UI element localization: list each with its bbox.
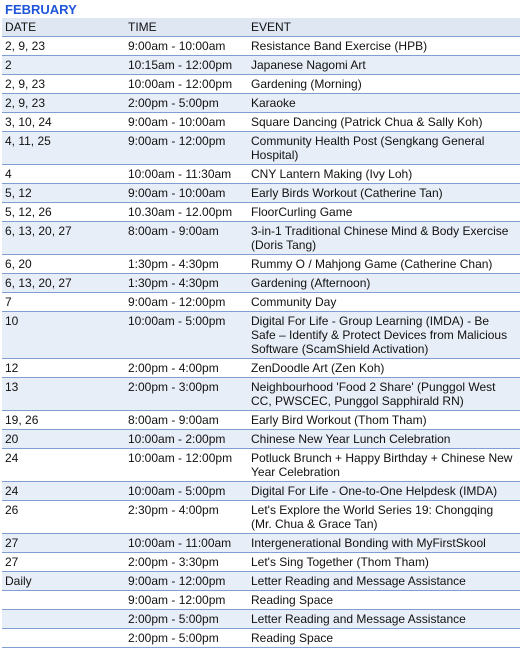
cell-event: FloorCurling Game bbox=[248, 203, 520, 222]
cell-date: 19, 26 bbox=[2, 411, 125, 430]
month-title: FEBRUARY bbox=[5, 2, 77, 17]
schedule-table bbox=[2, 18, 520, 648]
table-row bbox=[2, 482, 520, 501]
cell-event: Gardening (Morning) bbox=[248, 75, 520, 94]
cell-time: 2:00pm - 3:00pm bbox=[125, 378, 248, 411]
cell-date: 27 bbox=[2, 534, 125, 553]
cell-time: 9:00am - 10:00am bbox=[125, 37, 248, 56]
table-row bbox=[2, 411, 520, 430]
header-date: DATE bbox=[2, 18, 125, 37]
cell-time: 8:00am - 9:00am bbox=[125, 222, 248, 255]
cell-time: 2:00pm - 5:00pm bbox=[125, 610, 248, 629]
cell-event: Reading Space bbox=[248, 591, 520, 610]
cell-date: 4 bbox=[2, 165, 125, 184]
cell-event: Letter Reading and Message Assistance bbox=[248, 610, 520, 629]
table-row bbox=[2, 430, 520, 449]
cell-time: 10:00am - 12:00pm bbox=[125, 449, 248, 482]
table-row bbox=[2, 359, 520, 378]
cell-event: Japanese Nagomi Art bbox=[248, 56, 520, 75]
cell-time: 10:00am - 2:00pm bbox=[125, 430, 248, 449]
cell-event: CNY Lantern Making (Ivy Loh) bbox=[248, 165, 520, 184]
cell-event: Let's Explore the World Series 19: Chongqing (Mr. Chua & Grace Tan) bbox=[248, 501, 520, 534]
table-row bbox=[2, 501, 520, 534]
cell-event: Neighbourhood 'Food 2 Share' (Punggol West CC, PWSCEC, Punggol Sapphirald RN) bbox=[248, 378, 520, 411]
table-row bbox=[2, 75, 520, 94]
cell-date: 5, 12, 26 bbox=[2, 203, 125, 222]
cell-event: Digital For Life - One-to-One Helpdesk (IMDA) bbox=[248, 482, 520, 501]
table-row bbox=[2, 222, 520, 255]
cell-event: Chinese New Year Lunch Celebration bbox=[248, 430, 520, 449]
table-row bbox=[2, 610, 520, 629]
cell-event: Gardening (Afternoon) bbox=[248, 274, 520, 293]
cell-time: 10:00am - 5:00pm bbox=[125, 482, 248, 501]
table-body bbox=[2, 37, 520, 648]
cell-event: Early Birds Workout (Catherine Tan) bbox=[248, 184, 520, 203]
cell-date: 3, 10, 24 bbox=[2, 113, 125, 132]
cell-time: 9:00am - 12:00pm bbox=[125, 591, 248, 610]
table-row bbox=[2, 629, 520, 648]
table-header-row bbox=[2, 18, 520, 37]
cell-date: 10 bbox=[2, 312, 125, 359]
cell-event: Karaoke bbox=[248, 94, 520, 113]
table-row bbox=[2, 255, 520, 274]
cell-time: 1:30pm - 4:30pm bbox=[125, 274, 248, 293]
cell-date: 2, 9, 23 bbox=[2, 94, 125, 113]
table-row bbox=[2, 312, 520, 359]
cell-date: 13 bbox=[2, 378, 125, 411]
cell-date: 24 bbox=[2, 449, 125, 482]
cell-event: Potluck Brunch + Happy Birthday + Chinese New Year Celebration bbox=[248, 449, 520, 482]
cell-date: 7 bbox=[2, 293, 125, 312]
cell-date: 5, 12 bbox=[2, 184, 125, 203]
cell-time: 2:00pm - 5:00pm bbox=[125, 629, 248, 648]
cell-event: Intergenerational Bonding with MyFirstSkool bbox=[248, 534, 520, 553]
table-row bbox=[2, 203, 520, 222]
cell-date: 26 bbox=[2, 501, 125, 534]
cell-date: 6, 13, 20, 27 bbox=[2, 222, 125, 255]
cell-date: 6, 13, 20, 27 bbox=[2, 274, 125, 293]
cell-time: 9:00am - 12:00pm bbox=[125, 132, 248, 165]
table-row bbox=[2, 113, 520, 132]
cell-time: 2:00pm - 4:00pm bbox=[125, 359, 248, 378]
table-row bbox=[2, 572, 520, 591]
cell-event: Letter Reading and Message Assistance bbox=[248, 572, 520, 591]
cell-time: 2:00pm - 3:30pm bbox=[125, 553, 248, 572]
cell-date: 12 bbox=[2, 359, 125, 378]
cell-time: 10:15am - 12:00pm bbox=[125, 56, 248, 75]
table-row bbox=[2, 534, 520, 553]
cell-time: 9:00am - 10:00am bbox=[125, 184, 248, 203]
table-row bbox=[2, 165, 520, 184]
cell-event: Digital For Life - Group Learning (IMDA) - Be Safe – Identify & Protect Devices from Malicious Software (ScamShield Activation) bbox=[248, 312, 520, 359]
table-row bbox=[2, 56, 520, 75]
cell-event: Community Health Post (Sengkang General Hospital) bbox=[248, 132, 520, 165]
cell-date: 27 bbox=[2, 553, 125, 572]
cell-event: Rummy O / Mahjong Game (Catherine Chan) bbox=[248, 255, 520, 274]
cell-date bbox=[2, 629, 125, 648]
cell-event: ZenDoodle Art (Zen Koh) bbox=[248, 359, 520, 378]
cell-date: Daily bbox=[2, 572, 125, 591]
cell-event: Square Dancing (Patrick Chua & Sally Koh) bbox=[248, 113, 520, 132]
cell-date bbox=[2, 591, 125, 610]
table-row bbox=[2, 94, 520, 113]
cell-time: 10.30am - 12.00pm bbox=[125, 203, 248, 222]
cell-event: Resistance Band Exercise (HPB) bbox=[248, 37, 520, 56]
cell-time: 9:00am - 10:00am bbox=[125, 113, 248, 132]
cell-event: 3-in-1 Traditional Chinese Mind & Body Exercise (Doris Tang) bbox=[248, 222, 520, 255]
cell-date bbox=[2, 610, 125, 629]
cell-date: 20 bbox=[2, 430, 125, 449]
cell-time: 1:30pm - 4:30pm bbox=[125, 255, 248, 274]
table-row bbox=[2, 37, 520, 56]
cell-date: 2, 9, 23 bbox=[2, 75, 125, 94]
table-row bbox=[2, 132, 520, 165]
cell-date: 6, 20 bbox=[2, 255, 125, 274]
cell-time: 10:00am - 11:30am bbox=[125, 165, 248, 184]
table-row bbox=[2, 293, 520, 312]
table-row bbox=[2, 378, 520, 411]
cell-time: 10:00am - 5:00pm bbox=[125, 312, 248, 359]
cell-date: 2, 9, 23 bbox=[2, 37, 125, 56]
cell-time: 9:00am - 12:00pm bbox=[125, 572, 248, 591]
table-row bbox=[2, 449, 520, 482]
table-row bbox=[2, 591, 520, 610]
table-row bbox=[2, 274, 520, 293]
cell-event: Let's Sing Together (Thom Tham) bbox=[248, 553, 520, 572]
cell-time: 2:30pm - 4:00pm bbox=[125, 501, 248, 534]
table-row bbox=[2, 184, 520, 203]
cell-date: 2 bbox=[2, 56, 125, 75]
cell-time: 9:00am - 12:00pm bbox=[125, 293, 248, 312]
cell-event: Reading Space bbox=[248, 629, 520, 648]
header-event: EVENT bbox=[248, 18, 520, 37]
cell-time: 10:00am - 11:00am bbox=[125, 534, 248, 553]
table-row bbox=[2, 553, 520, 572]
cell-event: Early Bird Workout (Thom Tham) bbox=[248, 411, 520, 430]
cell-date: 4, 11, 25 bbox=[2, 132, 125, 165]
cell-date: 24 bbox=[2, 482, 125, 501]
cell-time: 8:00am - 9:00am bbox=[125, 411, 248, 430]
cell-time: 2:00pm - 5:00pm bbox=[125, 94, 248, 113]
cell-time: 10:00am - 12:00pm bbox=[125, 75, 248, 94]
header-time: TIME bbox=[125, 18, 248, 37]
cell-event: Community Day bbox=[248, 293, 520, 312]
